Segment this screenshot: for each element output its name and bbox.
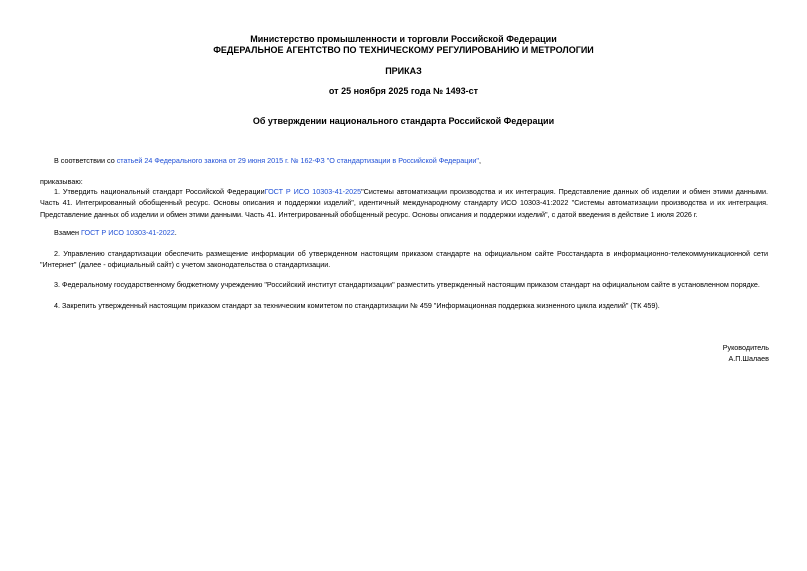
replaces-paragraph	[40, 227, 768, 238]
ministry-title: Министерство промышленности и торговли Российской Федерации	[250, 34, 557, 44]
item-1-text: "Системы автоматизации производства и их интеграция. Представление данных об изделии и обмен этими данными. Часть 41. Интегрированный обобщенный ресурс. Основы описания и поддержки изделий", идентичный международному стандарту ИСО 10303-41:2022 "Системы автоматизации производства и их интеграция. Представление данных об изделии и обмен этими данными. Часть 41. Интегрированный обобщенный ресурс. Основы описания и поддержки изделий", с датой введения в действие 1 июля 2026 г.	[40, 187, 768, 219]
document-type: ПРИКАЗ	[385, 66, 422, 76]
item-3-paragraph: 3. Федеральному государственному бюджетному учреждению "Российский институт стандартизации" разместить утвержденный настоящим приказом стандарт на официальном сайте в установленном порядке.	[54, 280, 760, 289]
replaces-prefix: Взамен	[54, 228, 81, 237]
agency-title: ФЕДЕРАЛЬНОЕ АГЕНТСТВО ПО ТЕХНИЧЕСКОМУ РЕГУЛИРОВАНИЮ И МЕТРОЛОГИИ	[213, 45, 594, 55]
document-subject: Об утверждении национального стандарта Российской Федерации	[252, 116, 555, 126]
item-4-paragraph: 4. Закрепить утвержденный настоящим приказом стандарт за техническим комитетом по стандартизации № 459 "Информационная поддержка жизненного цикла изделий" (ТК 459).	[54, 301, 660, 310]
preamble-prefix: В соответствии со	[54, 156, 117, 165]
standard-2022-link[interactable]: ГОСТ Р ИСО 10303-41-2022	[81, 228, 175, 237]
signatory-name: А.П.Шалаев	[728, 354, 769, 363]
replaces-suffix: .	[174, 228, 177, 237]
item-2-paragraph: 2. Управлению стандартизации обеспечить размещение информации об утвержденном настоящим приказом стандарте на официальном сайте Росстандарта в информационно-телекоммуникационной сети "Интернет" (далее - официальный сайт) с учетом законодательства о стандартизации.	[40, 249, 768, 270]
standard-2025-link[interactable]: ГОСТ Р ИСО 10303-41-2025	[264, 187, 362, 196]
preamble-suffix: ,	[478, 156, 481, 165]
preamble-paragraph	[40, 155, 768, 166]
document-date-number: от 25 ноября 2025 года № 1493-ст	[328, 86, 479, 96]
item-1-prefix: 1. Утвердить национальный стандарт Российской Федерации	[54, 187, 265, 196]
federal-law-link[interactable]: статьей 24 Федерального закона от 29 июня 2015 г. № 162-ФЗ "О стандартизации в Российской Федерации"	[116, 156, 479, 165]
order-word: приказываю:	[40, 177, 83, 186]
item-1-paragraph	[40, 186, 768, 220]
signatory-title: Руководитель	[722, 343, 769, 352]
